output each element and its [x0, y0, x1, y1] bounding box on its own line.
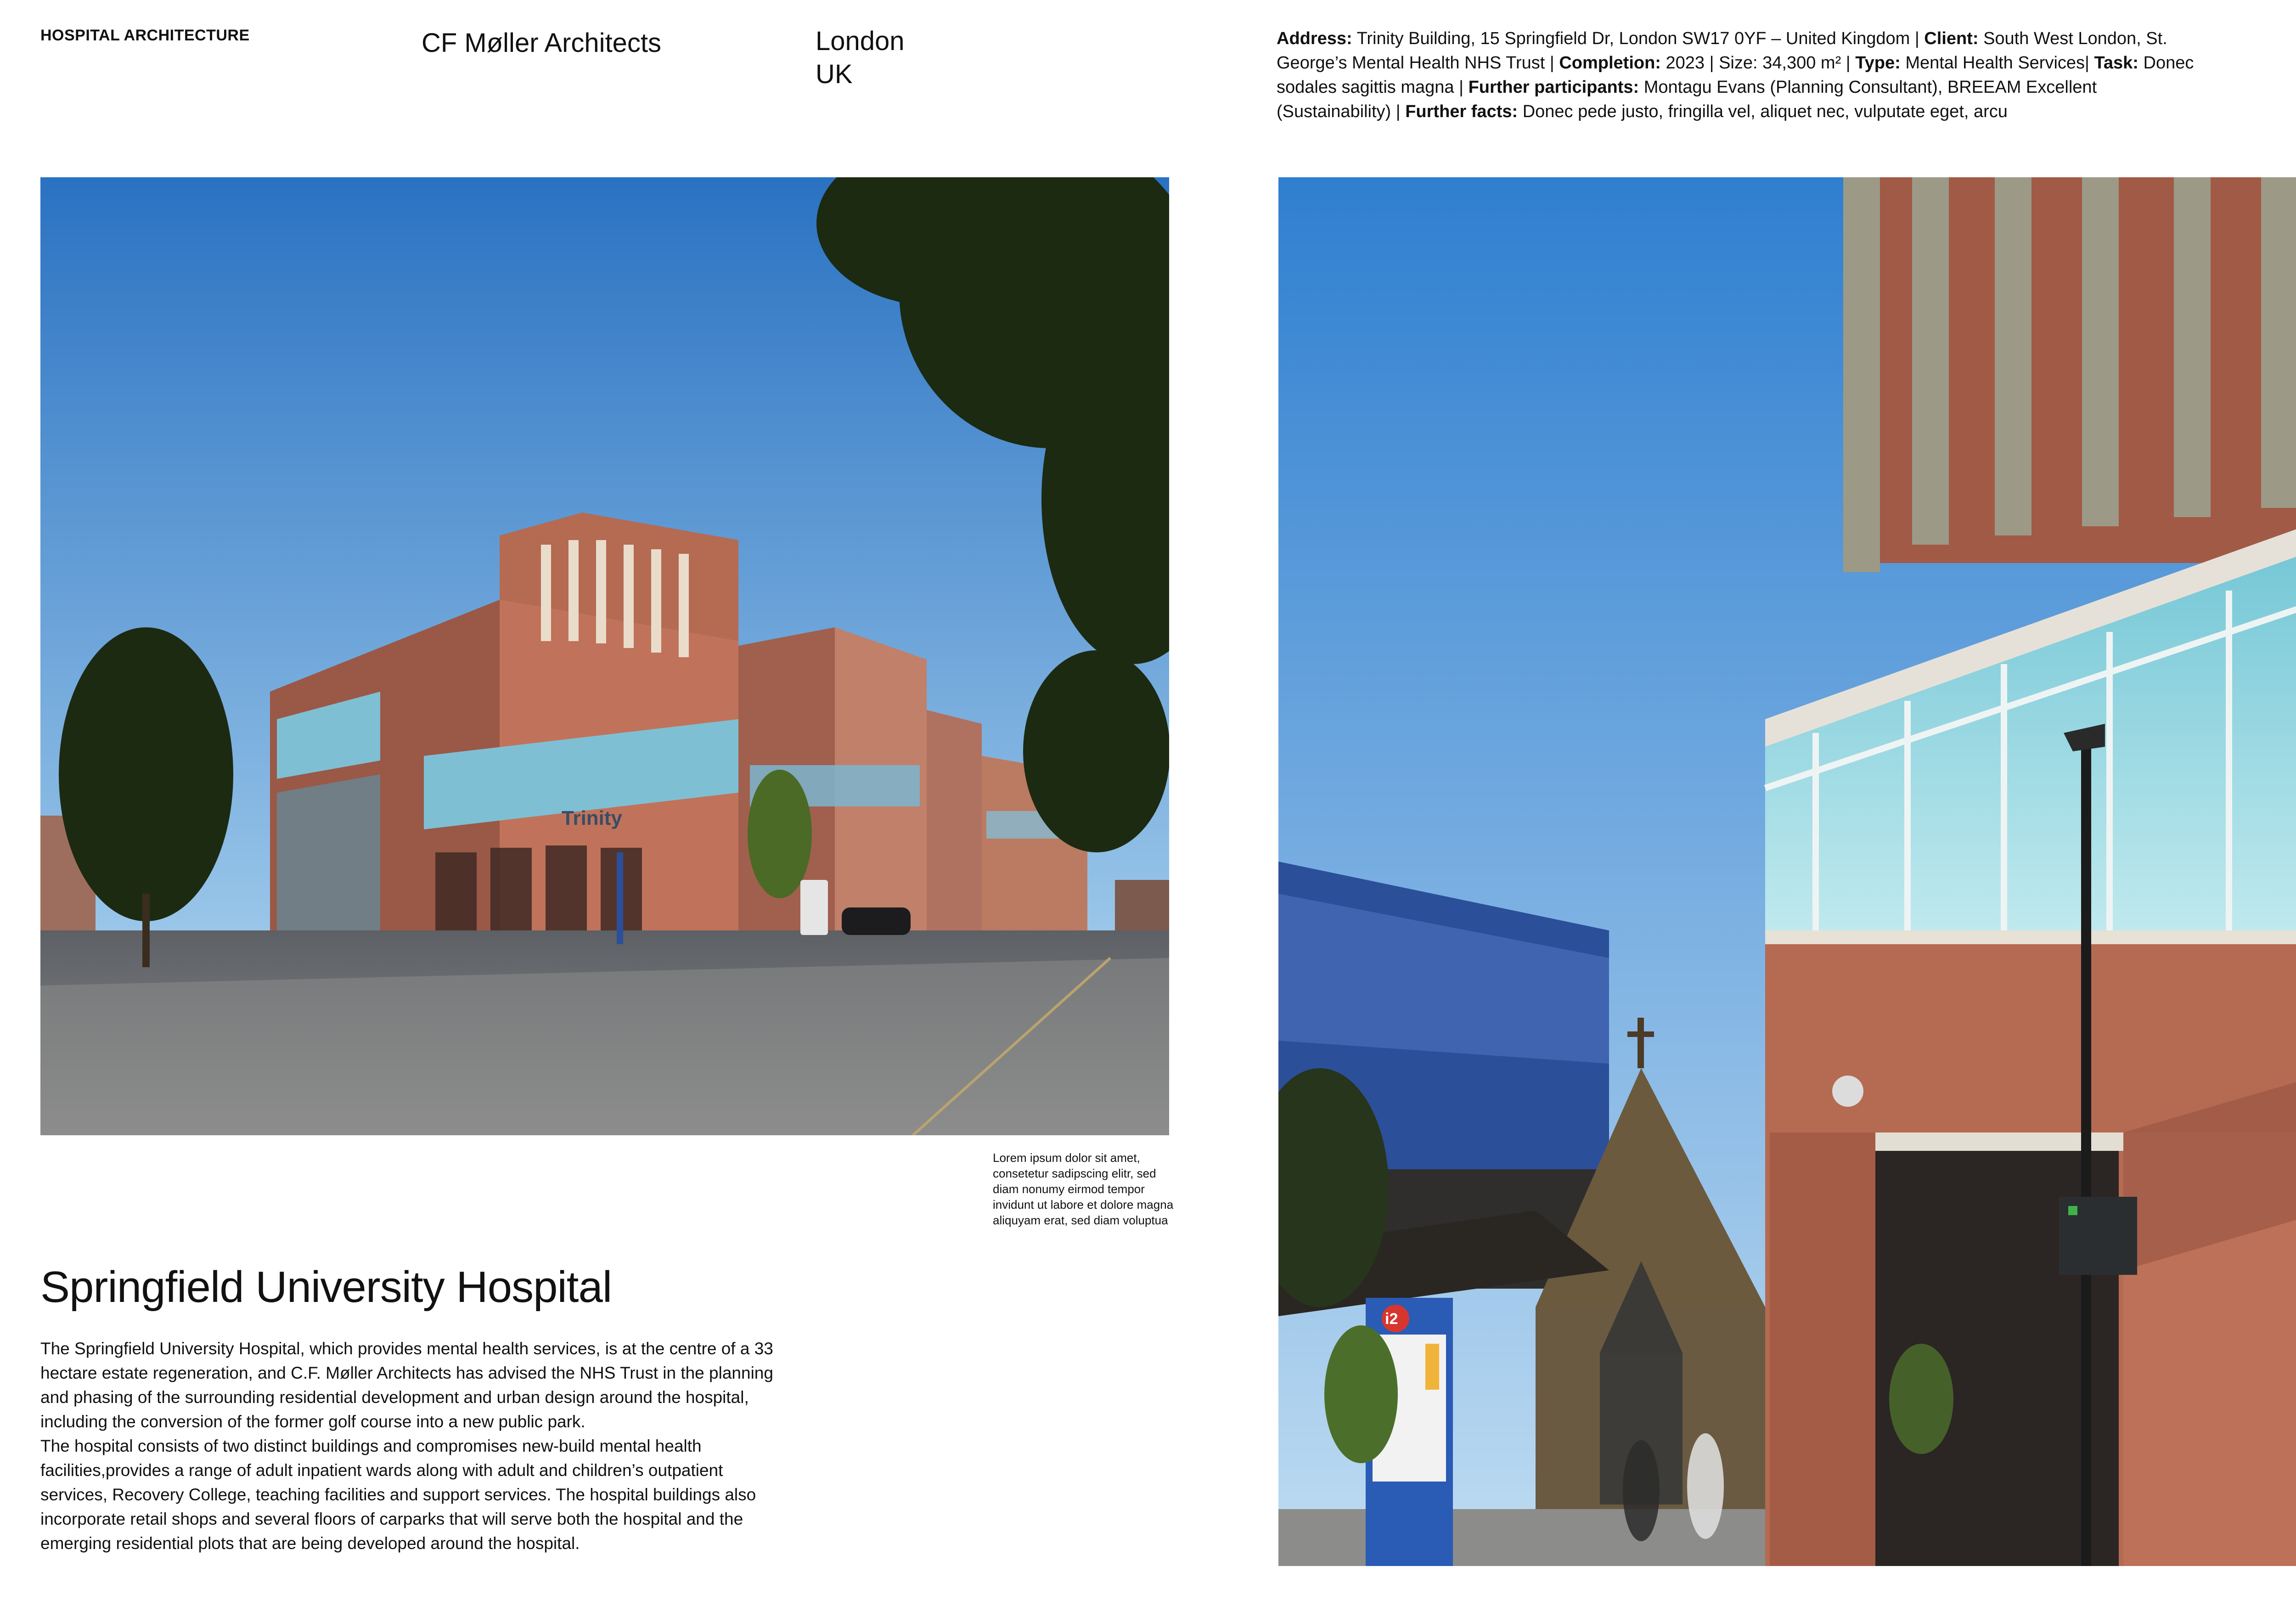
section-label: HOSPITAL ARCHITECTURE: [40, 27, 250, 44]
article-paragraph: The hospital consists of two distinct buildings and compromises new-build mental health facilities,provides a range of adult inpatient wards along with adult and children’s outpatient services, Recovery College, teaching facilities and support services. The hospital buildings also incorporate retail shops and several floors of carparks that will serve both the hospital and the emerging residential plots that are being developed around the hospital.: [40, 1437, 756, 1553]
city-name: London: [816, 26, 905, 56]
address-label: Address:: [1277, 29, 1352, 48]
participants-label: Further participants:: [1468, 78, 1639, 97]
participants-value: Montagu Evans (Planning Consultant), BREEAM Excellent (Sustainability): [1277, 78, 2097, 121]
type-value: Mental Health Services: [1905, 53, 2085, 73]
project-facts: Address: Trinity Building, 15 Springfield Dr, London SW17 0YF – United Kingdom | Client: South West London, St. George’s Mental Health NHS Trust | Completion: 2023 | Size: 34,300 m² | Type: Mental Health Services| Task: Donec sodales sagittis magna | Further participants: Montagu Evans (Planning Consultant), BREEAM Excellent (Sustainability) | Further facts: Donec pede justo, fringilla vel, aliquet nec, vulputate eget, arcu: [1277, 29, 2194, 121]
further-facts-label: Further facts:: [1405, 102, 1518, 121]
task-value: Donec sodales sagittis magna: [1277, 53, 2194, 97]
type-label: Type:: [1855, 53, 1901, 73]
further-facts-value: Donec pede justo, fringilla vel, aliquet nec, vulputate eget, arcu: [1522, 102, 2008, 121]
size-label: Size:: [1719, 53, 1758, 73]
building-exterior-photo: [40, 177, 1169, 1135]
country-name: UK: [816, 59, 853, 89]
location: [816, 25, 905, 91]
entrance-detail-image: [1278, 177, 2296, 1566]
task-label: Task:: [2094, 53, 2138, 73]
article-paragraph: The Springfield University Hospital, which provides mental health services, is at the centre of a 33 hectare estate regeneration, and C.F. Møller Architects has advised the NHS Trust in the planning and phasing of the surrounding residential development and urban design around the hospital, including the conversion of the former golf course into a new public park.: [40, 1339, 773, 1431]
completion-label: Completion:: [1559, 53, 1661, 73]
size-value: 34,300 m²: [1762, 53, 1841, 73]
client-value: South West London, St. George’s Mental Health NHS Trust: [1277, 29, 2167, 73]
address-value: Trinity Building, 15 Springfield Dr, London SW17 0YF – United Kingdom: [1356, 29, 1910, 48]
wayfinding-sign-number: i2: [1385, 1310, 1398, 1328]
article-title: Springfield University Hospital: [40, 1262, 612, 1312]
entrance-detail-photo: [1278, 177, 2296, 1566]
photo-caption: Lorem ipsum dolor sit amet, consetetur sadipscing elitr, sed diam nonumy eirmod tempor invidunt ut labore et dolore magna aliquyam erat, sed diam voluptua: [993, 1151, 1174, 1227]
building-sign-text: Trinity: [562, 807, 623, 829]
completion-value: 2023: [1666, 53, 1705, 73]
client-label: Client:: [1924, 29, 1979, 48]
building-exterior-image: [40, 177, 1169, 1135]
architect-name: CF Møller Architects: [422, 28, 662, 58]
article-body: [40, 1336, 793, 1555]
